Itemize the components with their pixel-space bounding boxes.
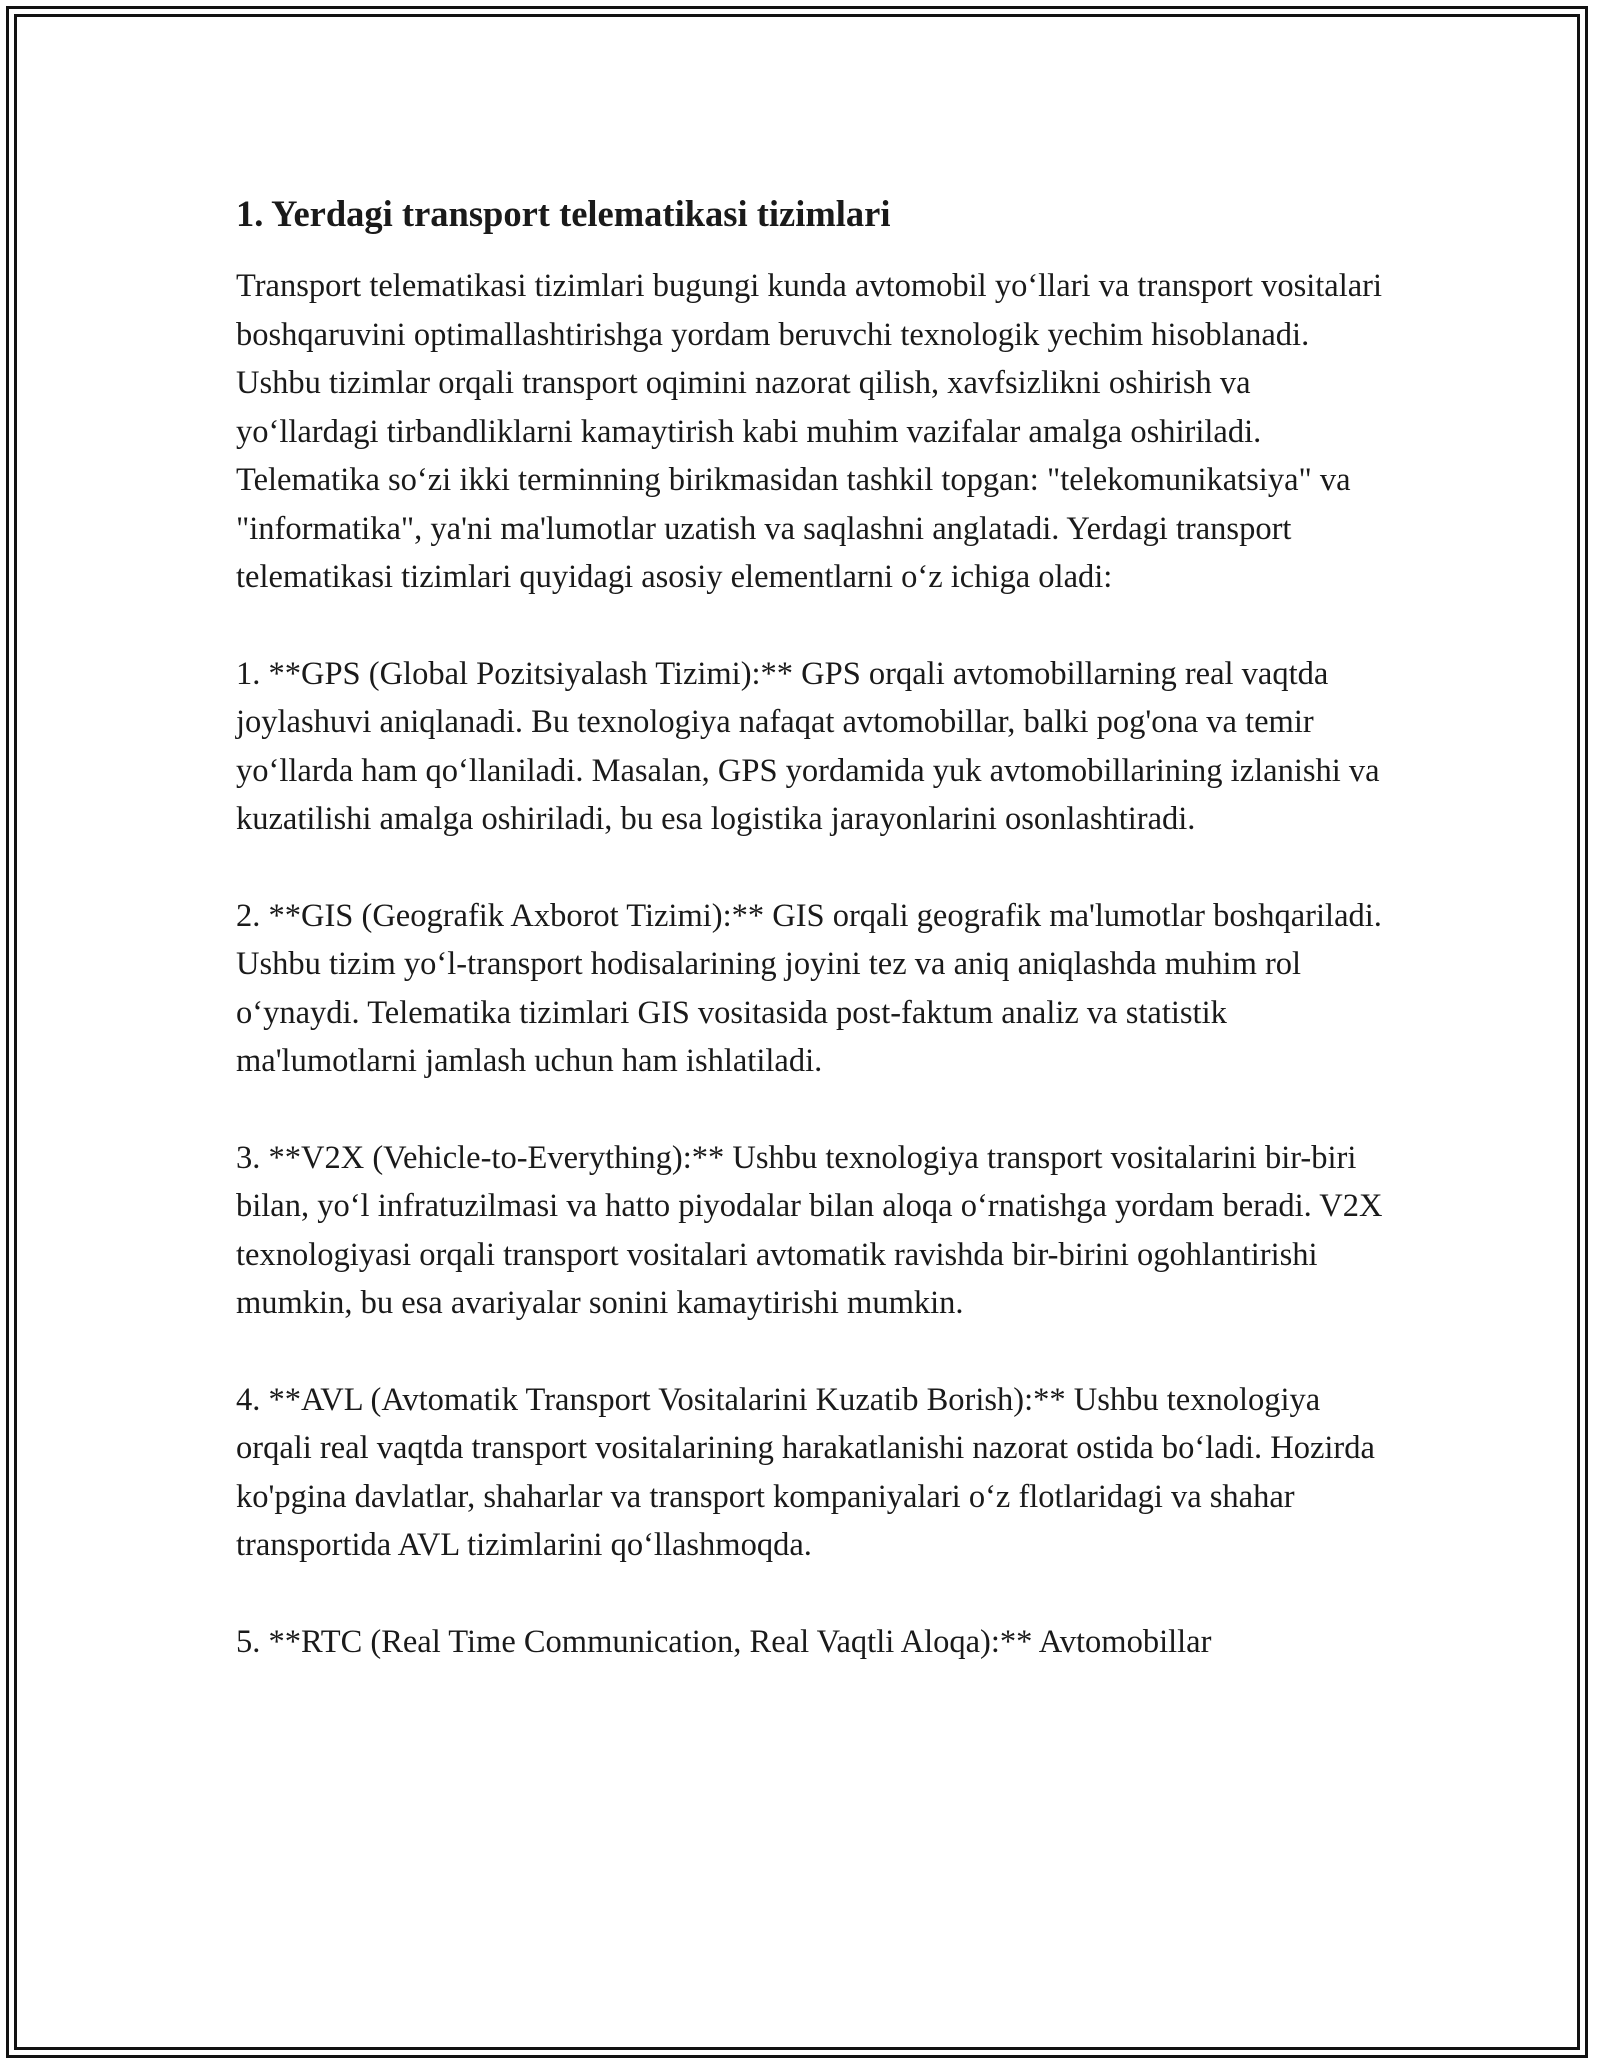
list-item-avl: 4. **AVL (Avtomatik Transport Vositalarini Kuzatib Borish):** Ushbu texnologiya orqali real vaqtda transport vositalarining harakatlanishi nazorat ostida bo‘ladi. Hozirda ko'pgina davlatlar, shaharlar va transport kompaniyalari o‘z flotlaridagi va shahar transportida AVL tizimlarini qo‘llashmoqda.: [236, 1381, 1375, 1563]
document-title: 1. Yerdagi transport telematikasi tizimlari: [236, 193, 891, 234]
document-body: [236, 188, 1386, 1714]
list-item-v2x: 3. **V2X (Vehicle-to-Everything):** Ushbu texnologiya transport vositalarini bir-biri bilan, yo‘l infratuzilmasi va hatto piyodalar bilan aloqa o‘rnatishga yordam beradi. V2X texnologiyasi orqali transport vositalari avtomatik ravishda bir-birini ogohlantirishi mumkin, bu esa avariyalar sonini kamaytirishi mumkin.: [236, 1139, 1383, 1321]
list-item-rtc: 5. **RTC (Real Time Communication, Real Vaqtli Aloqa):** Avtomobillar: [236, 1623, 1212, 1660]
intro-paragraph: Transport telematikasi tizimlari bugungi kunda avtomobil yo‘llari va transport vositalari boshqaruvini optimallashtirishga yordam beruvchi texnologik yechim hisoblanadi. Ushbu tizimlar orqali transport oqimini nazorat qilish, xavfsizlikni oshirish va yo‘llardagi tirbandliklarni kamaytirish kabi muhim vazifalar amalga oshiriladi. Telematika so‘zi ikki terminning birikmasidan tashkil topgan: "telekomunikatsiya" va "informatika", ya'ni ma'lumotlar uzatish va saqlashni anglatadi. Yerdagi transport telematikasi tizimlari quyidagi asosiy elementlarni o‘z ichiga oladi:: [236, 268, 1383, 595]
list-item-gps: 1. **GPS (Global Pozitsiyalash Tizimi):** GPS orqali avtomobillarning real vaqtda joylashuvi aniqlanadi. Bu texnologiya nafaqat avtomobillar, balki pog'ona va temir yo‘llarda ham qo‘llaniladi. Masalan, GPS yordamida yuk avtomobillarining izlanishi va kuzatilishi amalga oshiriladi, bu esa logistika jarayonlarini osonlashtiradi.: [236, 655, 1380, 837]
list-item-gis: 2. **GIS (Geografik Axborot Tizimi):** GIS orqali geografik ma'lumotlar boshqariladi. Ushbu tizim yo‘l-transport hodisalarining joyini tez va aniq aniqlashda muhim rol o‘ynaydi. Telematika tizimlari GIS vositasida post-faktum analiz va statistik ma'lumotlarni jamlash uchun ham ishlatiladi.: [236, 897, 1382, 1079]
